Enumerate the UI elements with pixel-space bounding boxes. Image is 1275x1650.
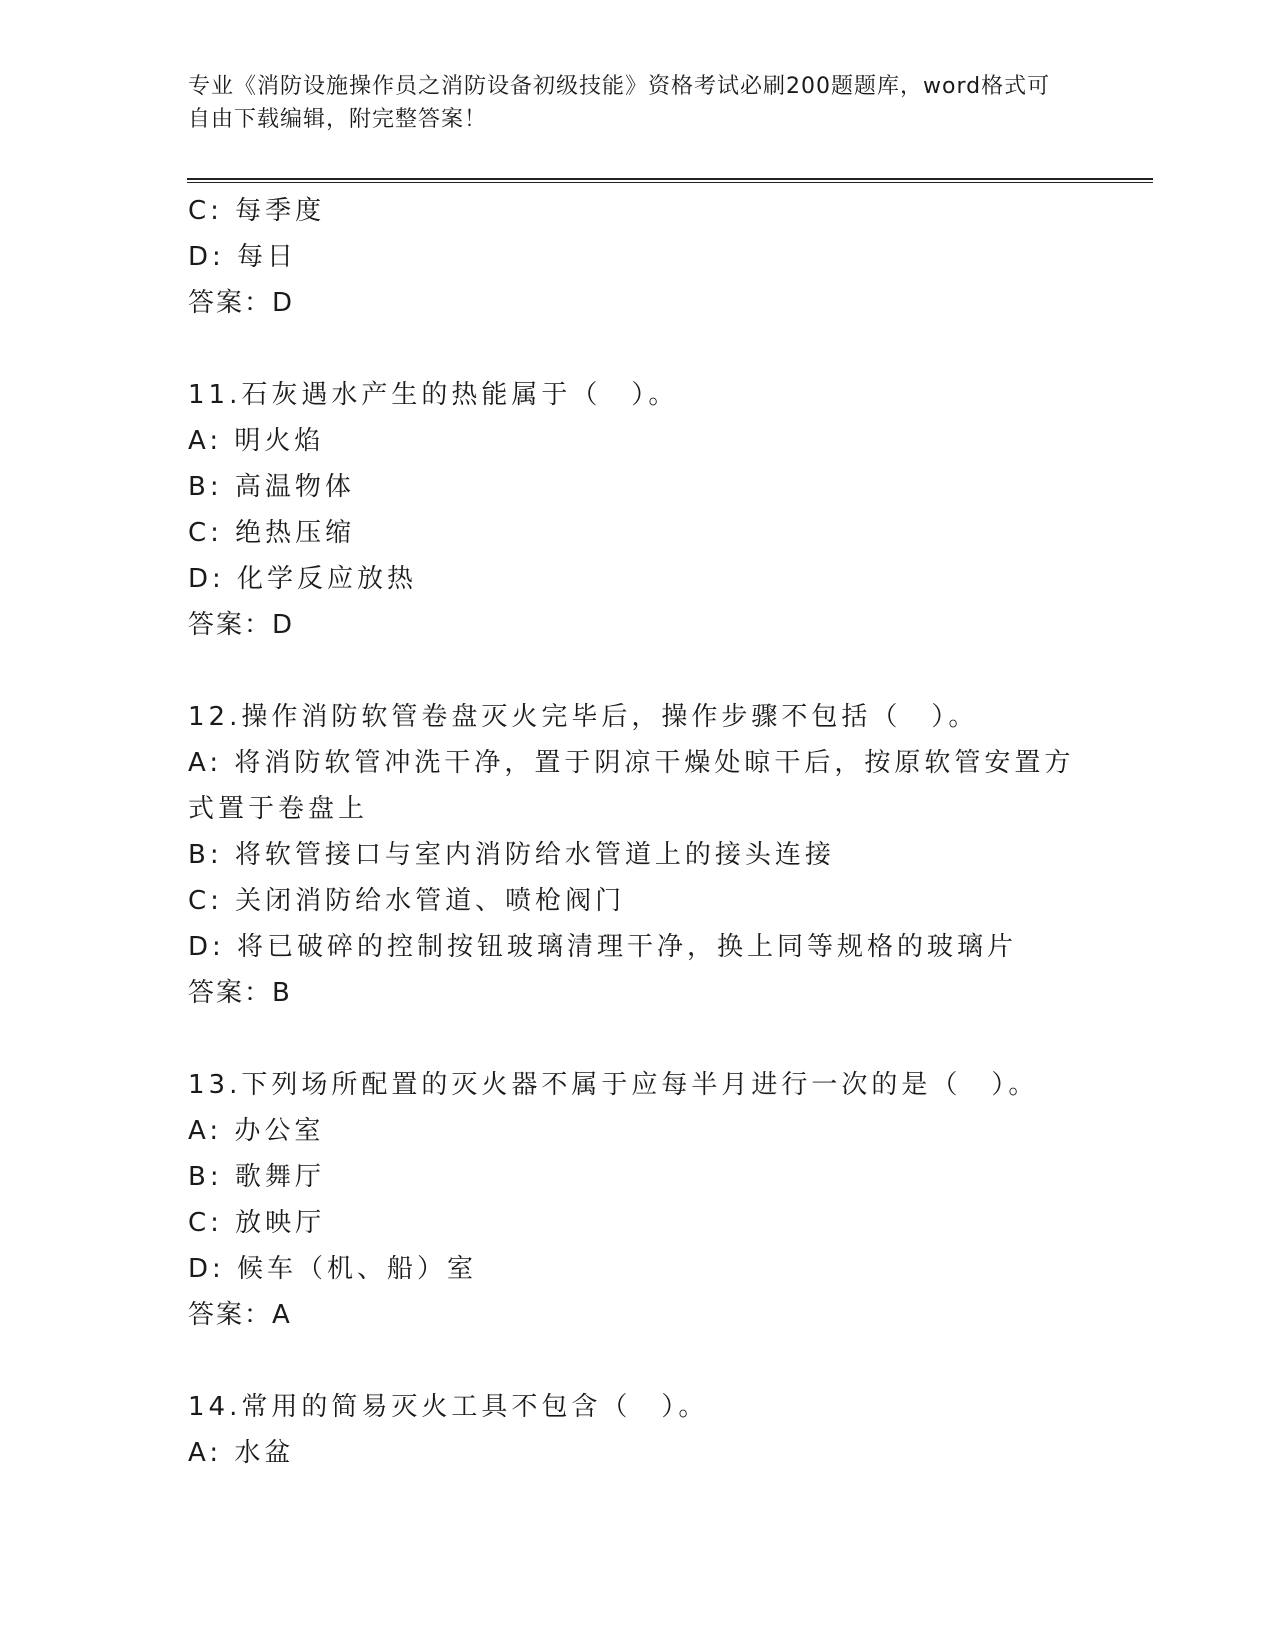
previous-question-tail [188, 188, 1088, 326]
option-b: B: 将软管接口与室内消防给水管道上的接头连接 [188, 840, 835, 870]
question-14 [188, 1384, 1088, 1476]
question-13 [188, 1062, 1088, 1338]
option-d: D: 将已破碎的控制按钮玻璃清理干净，换上同等规格的玻璃片 [188, 932, 1018, 962]
header-divider-thin [187, 182, 1153, 183]
spacer [188, 1016, 1088, 1062]
question-stem: 12.操作消防软管卷盘灭火完毕后，操作步骤不包括（ ）。 [188, 702, 979, 732]
spacer [188, 648, 1088, 694]
option-b: B: 歌舞厅 [188, 1162, 325, 1192]
option-a: A: 明火焰 [188, 426, 325, 456]
option-c: C: 关闭消防给水管道、喷枪阀门 [188, 886, 626, 916]
option-b: B: 高温物体 [188, 472, 355, 502]
answer: 答案：D [188, 610, 295, 640]
document-header: 专业《消防设施操作员之消防设备初级技能》资格考试必刷200题题库，word格式可自由下载编辑，附完整答案！ [188, 74, 1051, 132]
option-d: D: 化学反应放热 [188, 564, 418, 594]
option-c: C: 绝热压缩 [188, 518, 356, 548]
spacer [188, 1338, 1088, 1384]
answer: 答案：B [188, 978, 292, 1008]
option-d: D: 候车（机、船）室 [188, 1254, 478, 1284]
option-a: A: 办公室 [188, 1116, 325, 1146]
question-content [188, 188, 1088, 1476]
question-11 [188, 372, 1088, 648]
question-stem: 13.下列场所配置的灭火器不属于应每半月进行一次的是（ ）。 [188, 1070, 1039, 1100]
header-divider-thick [187, 178, 1153, 180]
option-d: D: 每日 [188, 242, 298, 272]
answer: 答案：A [188, 1300, 292, 1330]
question-stem: 11.石灰遇水产生的热能属于（ ）。 [188, 380, 679, 410]
option-a: A: 将消防软管冲洗干净，置于阴凉干燥处晾干后，按原软管安置方式置于卷盘上 [188, 748, 1075, 824]
question-12 [188, 694, 1088, 1016]
option-c: C: 放映厅 [188, 1208, 326, 1238]
question-stem: 14.常用的简易灭火工具不包含（ ）。 [188, 1392, 709, 1422]
answer: 答案：D [188, 288, 295, 318]
option-c: C: 每季度 [188, 196, 326, 226]
spacer [188, 326, 1088, 372]
option-a: A: 水盆 [188, 1438, 295, 1468]
